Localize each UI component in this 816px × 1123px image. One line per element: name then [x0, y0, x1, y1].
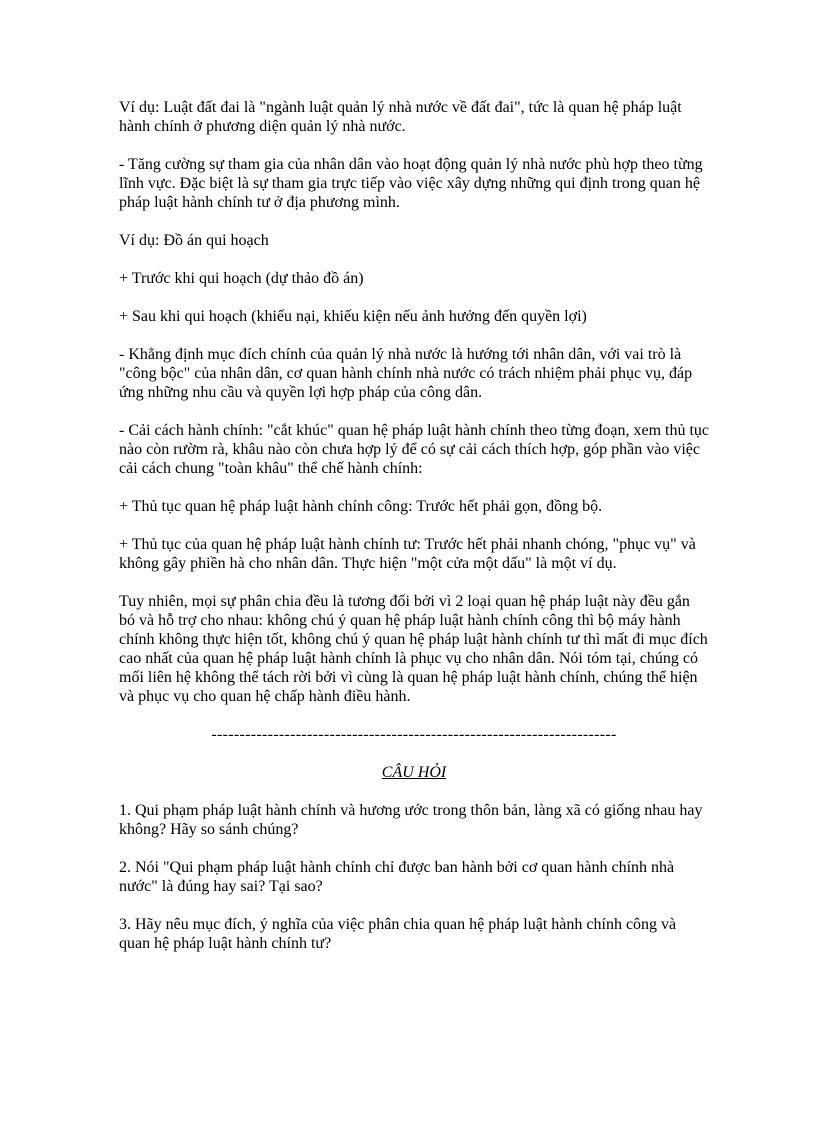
paragraph-public-procedure: + Thủ tục quan hệ pháp luật hành chính công: Trước hết phải gọn, đồng bộ.	[119, 498, 603, 515]
paragraph-example-planning: Ví dụ: Đồ án qui hoạch	[119, 232, 269, 249]
question-item: 3. Hãy nêu mục đích, ý nghĩa của việc phân chia quan hệ pháp luật hành chính công và quan hệ pháp luật hành chính tư?	[119, 916, 677, 952]
paragraph-private-procedure: + Thủ tục của quan hệ pháp luật hành chính tư: Trước hết phải nhanh chóng, "phục vụ" và không gây phiền hà cho nhân dân. Thực hiện "một cửa một dấu" là một ví dụ.	[119, 536, 696, 572]
paragraph-after-planning: + Sau khi qui hoạch (khiếu nại, khiếu kiện nếu ảnh hưởng đến quyền lợi)	[119, 308, 587, 325]
paragraph-citizen-participation: - Tăng cường sự tham gia của nhân dân vào hoạt động quản lý nhà nước phù hợp theo từng lĩnh vực. Đặc biệt là sự tham gia trực tiếp vào việc xây dựng những qui định trong quan hệ pháp luật hành chính tư ở địa phương mình.	[119, 156, 703, 211]
paragraph-before-planning: + Trước khi qui hoạch (dự thảo đồ án)	[119, 270, 364, 287]
document-page	[119, 98, 709, 972]
section-divider: ------------------------------------------------------------------------	[211, 726, 617, 743]
paragraph-conclusion: Tuy nhiên, mọi sự phân chia đều là tương đối bởi vì 2 loại quan hệ pháp luật này đều gắn bó và hỗ trợ cho nhau: không chú ý quan hệ pháp luật hành chính công thì bộ máy hành chính không thực hiện tốt, không chú ý quan hệ pháp luật hành chính tư thì mất đi mục đích cao nhất của quan hệ pháp luật hành chính là phục vụ cho nhân dân. Nói tóm tại, chúng có mối liên hệ không thể tách rời bởi vì cùng là quan hệ pháp luật hành chính, chúng thể hiện và phục vụ cho quan hệ chấp hành điều hành.	[119, 593, 708, 705]
paragraph-admin-reform: - Cải cách hành chính: "cắt khúc" quan hệ pháp luật hành chính theo từng đoạn, xem thủ tục nào còn rườm rà, khâu nào còn chưa hợp lý để có sự cải cách thích hợp, góp phần vào việc cải cách chung "toàn khâu" thể chế hành chính:	[119, 422, 710, 477]
paragraph-example-land-law: Ví dụ: Luật đất đai là "ngành luật quản lý nhà nước về đất đai", tức là quan hệ pháp luật hành chính ở phương diện quản lý nhà nước.	[119, 99, 682, 135]
paragraph-state-purpose: - Khẳng định mục đích chính của quản lý nhà nước là hướng tới nhân dân, với vai trò là "công bộc" của nhân dân, cơ quan hành chính nhà nước có trách nhiệm phải phục vụ, đáp ứng những nhu cầu và quyền lợi hợp pháp của công dân.	[119, 346, 693, 401]
question-item: 2. Nói "Qui phạm pháp luật hành chính chỉ được ban hành bởi cơ quan hành chính nhà nước" là đúng hay sai? Tại sao?	[119, 859, 675, 895]
questions-heading: CÂU HỎI	[381, 764, 447, 781]
question-item: 1. Qui phạm pháp luật hành chính và hương ước trong thôn bản, làng xã có giống nhau hay không? Hãy so sánh chúng?	[119, 802, 703, 838]
